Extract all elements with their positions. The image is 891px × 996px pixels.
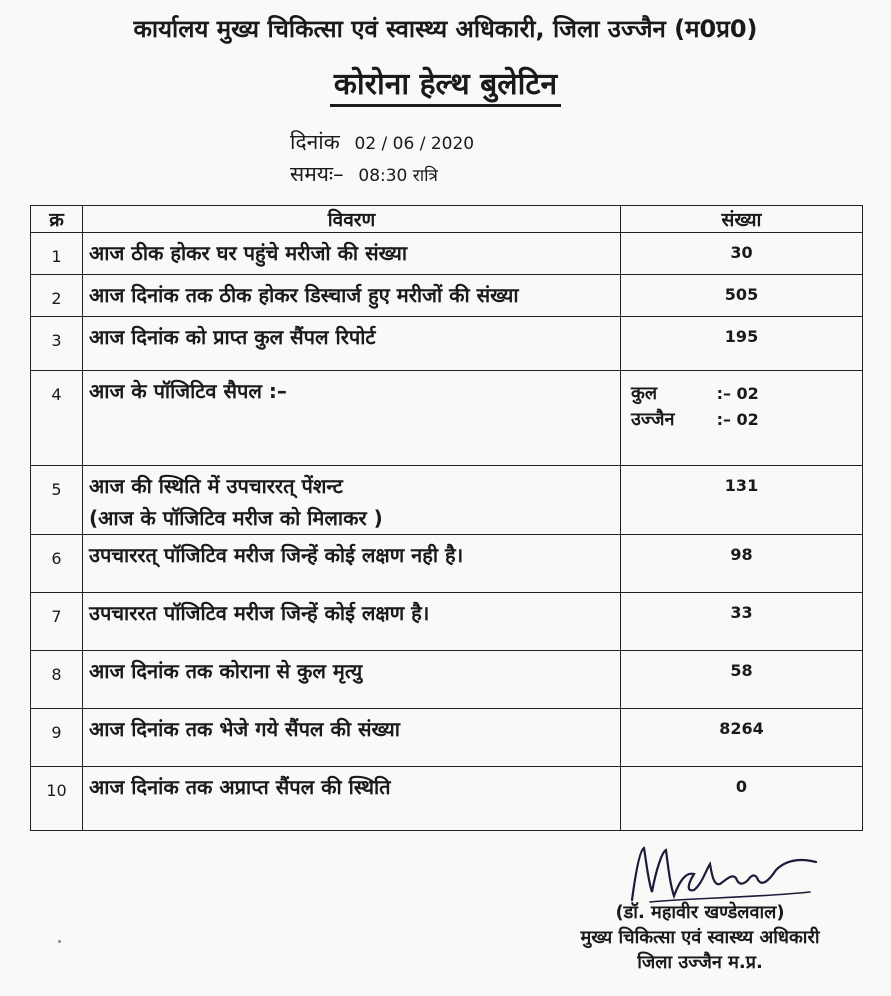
row-desc-line2: (आज के पॉजिटिव मरीज को मिलाकर ) — [89, 506, 383, 530]
split-ujjain-value: :– 02 — [716, 410, 759, 429]
time-line — [290, 160, 438, 188]
row-sn: 10 — [31, 767, 83, 831]
split-total-value: :– 02 — [716, 384, 759, 403]
table-row — [31, 317, 863, 371]
table-row — [31, 709, 863, 767]
signatory-name: (डॉ. महावीर खण्डेलवाल) — [615, 902, 785, 923]
scan-speck — [58, 940, 61, 943]
row-count-split — [621, 371, 863, 466]
split-total — [631, 381, 861, 407]
time-label: समयः– — [290, 162, 344, 186]
row-count: 98 — [621, 535, 863, 593]
table-row — [31, 767, 863, 831]
row-count: 505 — [621, 275, 863, 317]
bulletin-title-text: कोरोना हेल्थ बुलेटिन — [330, 67, 561, 107]
row-sn: 2 — [31, 275, 83, 317]
row-desc: आज दिनांक तक कोराना से कुल मृत्यु — [83, 651, 621, 709]
date-label: दिनांक — [290, 130, 340, 154]
split-total-label: कुल — [631, 383, 658, 404]
office-header: कार्यालय मुख्य चिकित्सा एवं स्वास्थ्य अधिकारी, जिला उज्जैन (म0प्र0) — [133, 15, 758, 43]
row-desc: आज दिनांक तक ठीक होकर डिस्चार्ज हुए मरीजों की संख्या — [83, 275, 621, 317]
split-ujjain — [631, 407, 861, 433]
table-header-row — [31, 206, 863, 233]
time-value: 08:30 रात्रि — [358, 166, 438, 186]
header-desc: विवरण — [83, 206, 621, 233]
row-desc: आज दिनांक को प्राप्त कुल सैंपल रिपोर्ट — [83, 317, 621, 371]
row-count: 33 — [621, 593, 863, 651]
row-count: 30 — [621, 233, 863, 275]
row-count: 0 — [621, 767, 863, 831]
row-desc: आज के पॉजिटिव सैपल :– — [83, 371, 621, 466]
header-sn: क्र — [31, 206, 83, 233]
bulletin-title — [0, 62, 891, 103]
row-count: 8264 — [621, 709, 863, 767]
row-desc: आज दिनांक तक अप्राप्त सैंपल की स्थिति — [83, 767, 621, 831]
signatory-location: जिला उज्जैन म.प्र. — [637, 952, 763, 973]
signatory-block — [545, 900, 855, 975]
row-sn: 5 — [31, 466, 83, 535]
date-value: 02 / 06 / 2020 — [354, 134, 475, 154]
table-row — [31, 371, 863, 466]
date-line — [290, 128, 474, 156]
table-row — [31, 535, 863, 593]
row-desc: उपचाररत् पॉजिटिव मरीज जिन्हें कोई लक्षण नही है। — [83, 535, 621, 593]
row-sn: 4 — [31, 371, 83, 466]
split-ujjain-label: उज्जैन — [631, 409, 675, 430]
signatory-designation: मुख्य चिकित्सा एवं स्वास्थ्य अधिकारी — [580, 927, 820, 948]
row-desc: आज ठीक होकर घर पहुंचे मरीजो की संख्या — [83, 233, 621, 275]
row-desc: आज दिनांक तक भेजे गये सैंपल की संख्या — [83, 709, 621, 767]
bulletin-table — [30, 205, 863, 831]
table-row — [31, 651, 863, 709]
row-sn: 6 — [31, 535, 83, 593]
row-sn: 7 — [31, 593, 83, 651]
table-row — [31, 466, 863, 535]
row-sn: 3 — [31, 317, 83, 371]
table-row — [31, 593, 863, 651]
table-row — [31, 275, 863, 317]
row-sn: 9 — [31, 709, 83, 767]
table-row — [31, 233, 863, 275]
row-desc — [83, 466, 621, 535]
row-sn: 8 — [31, 651, 83, 709]
row-count: 131 — [621, 466, 863, 535]
row-desc-line1: आज की स्थिति में उपचाररत् पेंशन्ट — [89, 474, 343, 498]
row-sn: 1 — [31, 233, 83, 275]
row-count: 58 — [621, 651, 863, 709]
row-desc: उपचाररत पॉजिटिव मरीज जिन्हें कोई लक्षण है। — [83, 593, 621, 651]
header-count: संख्या — [621, 206, 863, 233]
row-count: 195 — [621, 317, 863, 371]
